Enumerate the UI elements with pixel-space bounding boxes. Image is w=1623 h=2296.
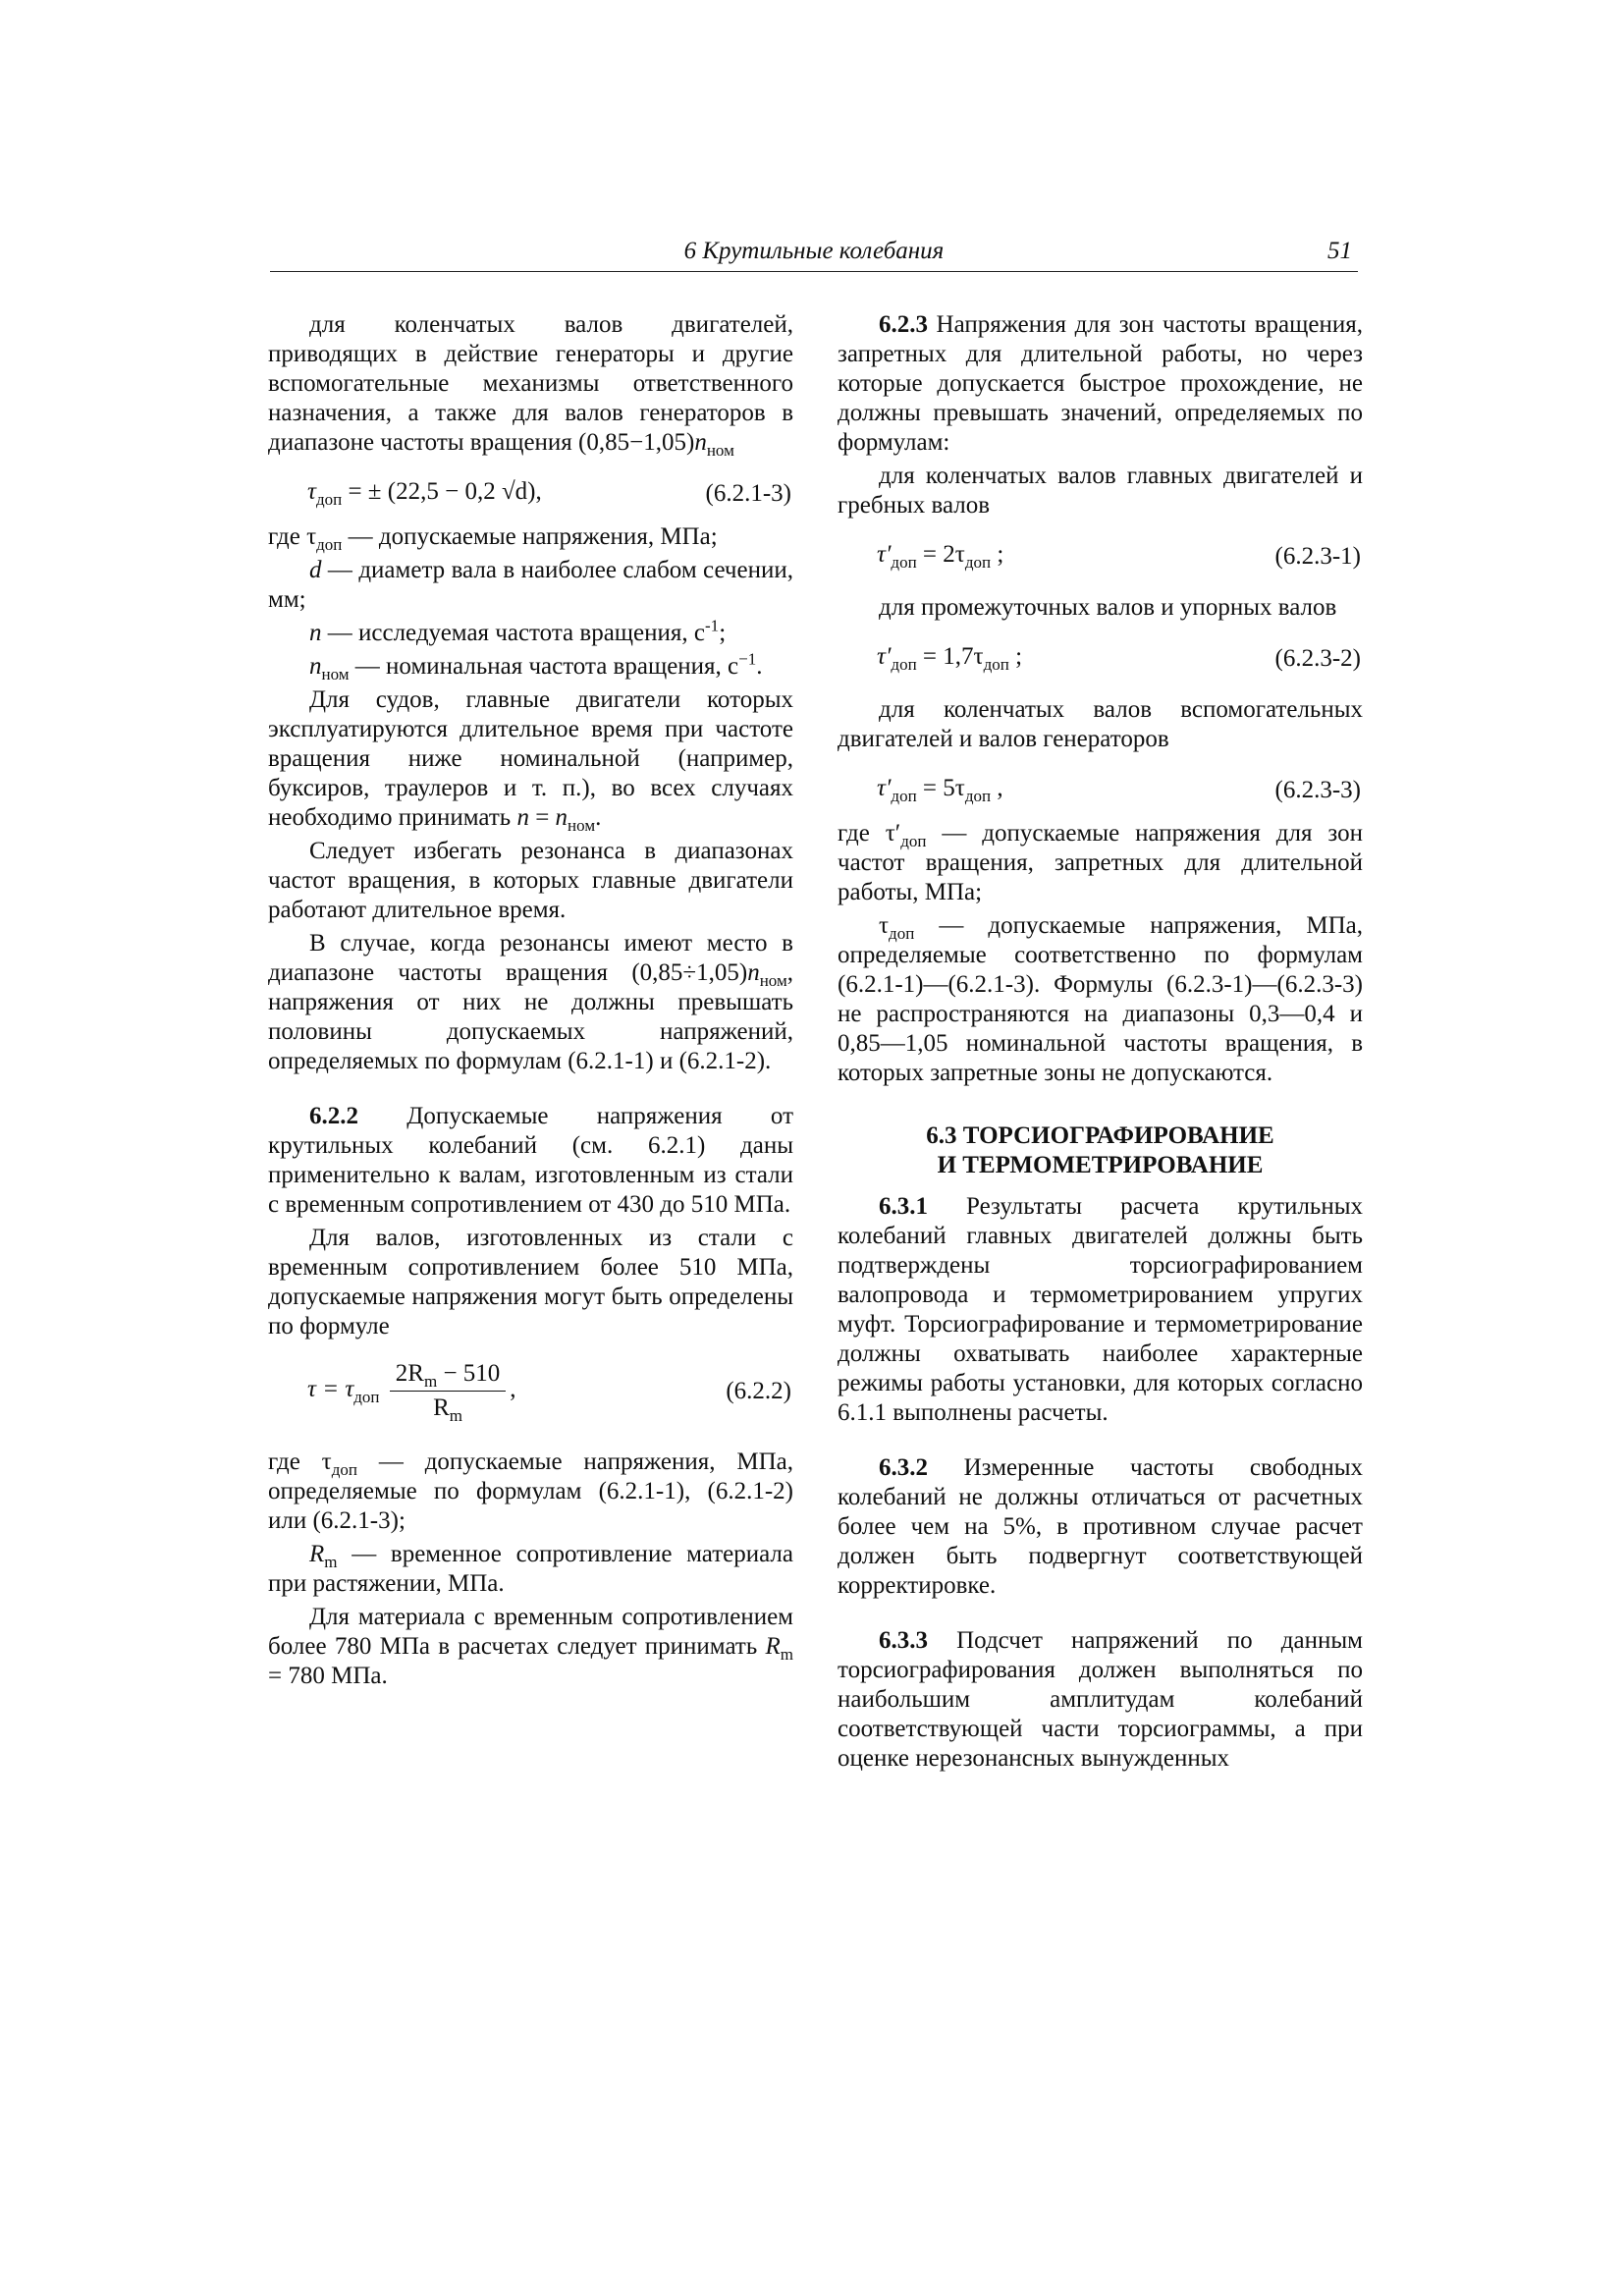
formula-expression: $\tau'_{доп} = 5\tau_{доп}$ , — [877, 775, 1003, 805]
clause-6-3-3: 6.3.3 Подсчет напряжений по данным торсиографирования должен выполняться по наибольшим амплитудам колебаний соответствующей части торсиограммы, а при оценке нерезонансных вынужденных — [838, 1627, 1363, 1772]
equation-number: (6.2.3-3) — [1274, 777, 1361, 803]
page-number: 51 — [1327, 238, 1352, 264]
equation-number: (6.2.2) — [726, 1378, 791, 1404]
formula-6-2-3-3 — [838, 764, 1363, 815]
paragraph: для коленчатых валов вспомогательных двигателей и валов генераторов — [838, 696, 1363, 752]
formula-6-2-1-3 — [268, 467, 793, 519]
paragraph: для коленчатых валов главных двигателей и гребных валов — [838, 463, 1363, 519]
running-header — [270, 236, 1358, 272]
variable-definition: $\tau_{доп}$ — допускаемые напряжения, МПа, определяемые соответственно по формулам (6.2.1-1)—(6.2.1-3). Формулы (6.2.3-1)—(6.2.3-3) не распространяются на диапазоны 0,3—0,4 и 0,85—1,05 номинальной частоты вращения, в которых запретные зоны не допускаются. — [838, 912, 1363, 1086]
where-clause: где $\tau'_{доп}$ — допускаемые напряжения для зон частот вращения, запретных для длительной работы, МПа; — [838, 820, 1363, 905]
section-heading-6-3: 6.3 ТОРСИОГРАФИРОВАНИЕ И ТЕРМОМЕТРИРОВАНИЕ — [926, 1122, 1274, 1178]
chapter-title: 6 Крутильные колебания — [683, 238, 945, 264]
paragraph: Для судов, главные двигатели которых эксплуатируются длительное время при частоте вращения ниже номинальной (например, буксиров, траулеров и т. п.), во всех случаях необходимо принимать $n = n_{ном}$. — [268, 686, 793, 835]
paragraph: для промежуточных валов и упорных валов — [879, 594, 1337, 621]
equation-number: (6.2.1-3) — [705, 480, 791, 507]
variable-definition: $n_{ном}$ — номинальная частота вращения, $с^{-1}$. — [309, 649, 763, 683]
paragraph-continuation: для коленчатых валов двигателей, приводящих в действие генераторы и другие вспомогательные механизмы ответственного назначения, а также для валов генераторов в диапазоне частоты вращения $(0,85-1,05)n_{ном}$ — [268, 311, 793, 460]
clause-6-2-3: 6.2.3 Напряжения для зон частоты вращения, запретных для длительной работы, но через которые допускается быстрое прохождение, не должны превышать значений, определяемых по формулам: — [838, 311, 1363, 456]
equation-number: (6.2.3-2) — [1274, 645, 1361, 672]
formula-6-2-3-2 — [838, 632, 1363, 683]
left-column — [268, 310, 793, 1691]
where-clause: где $\tau_{доп}$ — допускаемые напряжения, МПа; — [268, 523, 718, 554]
paragraph: Для валов, изготовленных из стали с временным сопротивлением более 510 МПа, допускаемые напряжения могут быть определены по формуле — [268, 1225, 793, 1339]
formula-6-2-2 — [268, 1351, 793, 1444]
variable-definition: n — исследуемая частота вращения, $с^{-1}$; — [309, 616, 727, 646]
formula-expression: $\tau'_{доп} = 2\tau_{доп}$ ; — [877, 541, 1004, 572]
where-clause: где $\tau_{доп}$ — допускаемые напряжения, МПа, определяемые по формулам (6.2.1-1), (6.2.1-2) или (6.2.1-3); — [268, 1449, 793, 1534]
variable-definition: d — диаметр вала в наиболее слабом сечении, мм; — [268, 557, 793, 613]
right-column — [838, 310, 1363, 1774]
fraction: $\frac{2R_m - 510}{R_m}$ — [390, 1359, 507, 1423]
formula-expression: $\tau = \tau_{доп}$ $\frac{2R_m - 510}{R_m}$ , — [307, 1360, 516, 1425]
equation-number: (6.2.3-1) — [1274, 543, 1361, 570]
clause-6-3-2: 6.3.2 Измеренные частоты свободных колебаний не должны отличаться от расчетных более чем на 5%, в противном случае расчет должен быть подвергнут соответствующей корректировке. — [838, 1454, 1363, 1599]
paragraph: Следует избегать резонанса в диапазонах частот вращения, в которых главные двигатели работают длительное время. — [268, 838, 793, 923]
clause-6-3-1: 6.3.1 Результаты расчета крутильных колебаний главных двигателей должны быть подтверждены торсиографированием валопровода и термометрированием упругих муфт. Торсиографирование и термометрирование должны охватывать наиболее характерные режимы работы установки, для которых согласно 6.1.1 выполнены расчеты. — [838, 1193, 1363, 1426]
paragraph: В случае, когда резонансы имеют место в диапазоне частоты вращения $(0,85\div 1,05)n_{ном}$, напряжения от них не должны превышать половины допускаемых напряжений, определяемых по формулам (6.2.1-1) и (6.2.1-2). — [268, 930, 793, 1074]
formula-expression: $\tau'_{доп} = 1,7\tau_{доп}$ ; — [877, 643, 1023, 674]
formula-expression: $\tau_{доп}$ = ± (22,5 − 0,2 √d), — [307, 478, 542, 509]
variable-definition: $R_m$ — временное сопротивление материала при растяжении, МПа. — [268, 1541, 793, 1597]
paragraph: Для материала с временным сопротивлением более 780 МПа в расчетах следует принимать $R_m = 780$ МПа. — [268, 1604, 793, 1689]
clause-6-2-2: 6.2.2 Допускаемые напряжения от крутильных колебаний (см. 6.2.1) даны применительно к валам, изготовленным из стали с временным сопротивлением от 430 до 510 МПа. — [268, 1103, 793, 1218]
formula-6-2-3-1 — [838, 530, 1363, 581]
